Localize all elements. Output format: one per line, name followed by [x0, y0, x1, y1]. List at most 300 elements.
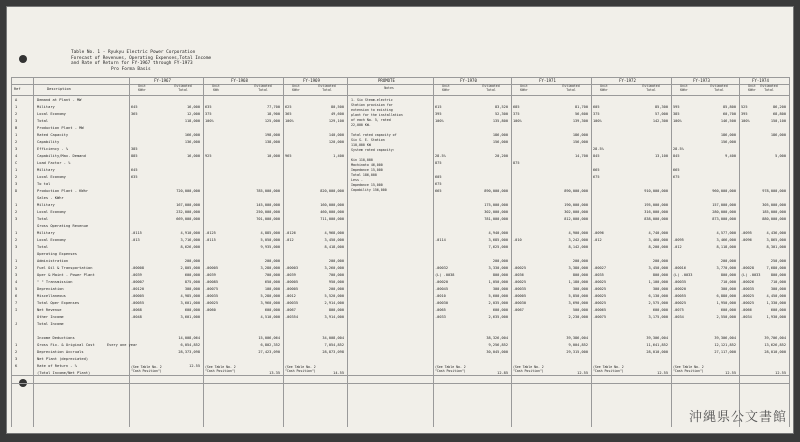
total-value: 710,000	[720, 280, 736, 284]
total-value: 60,700	[723, 112, 736, 116]
row-ref: 2	[15, 112, 18, 116]
unit-value: .0033	[435, 315, 446, 319]
note-line: of each No. 5, rated	[351, 118, 391, 122]
unit-value: .00005	[131, 294, 144, 298]
unit-value: .0066	[741, 308, 752, 312]
row-description: Fuel Oil & Transportation	[37, 266, 93, 270]
unit-value: 28.5%	[593, 147, 604, 151]
unit-value: .00025	[741, 294, 754, 298]
total-value: 39,306,004	[646, 336, 668, 340]
total-value: 5,280,000	[260, 294, 280, 298]
total-value: 138,000	[264, 140, 280, 144]
total-value: 2,550,000	[716, 315, 736, 319]
unit-value: .0115	[131, 231, 142, 235]
total-value: 13.35	[269, 371, 280, 375]
unit-value: .00035	[205, 294, 218, 298]
row-ref: 4	[15, 154, 18, 158]
total-value: 139,300	[572, 119, 588, 123]
total-value: 3,242,000	[568, 238, 588, 242]
unit-value: 100%	[673, 119, 682, 123]
total-value: 5,050,000	[260, 238, 280, 242]
column-sub-label: Unit KWhr	[292, 84, 300, 92]
row-ref: 7	[15, 301, 18, 305]
total-value: 29,315,000	[566, 350, 588, 354]
see-table-note: (See Table No. 2 "Cash Position")	[513, 365, 544, 373]
unit-value: .00065	[593, 308, 606, 312]
unit-value: 375	[593, 112, 600, 116]
total-value: 5,000	[775, 154, 786, 158]
total-value: 4,940,000	[488, 231, 508, 235]
column-year-label: FY-1968	[231, 78, 248, 83]
total-value: 200,000	[184, 259, 200, 263]
unit-value: .0034	[673, 315, 684, 319]
unit-value: 100%	[741, 119, 750, 123]
total-value: 3,466,000	[716, 238, 736, 242]
total-value: 2,805,000	[180, 266, 200, 270]
total-value: 600,000	[184, 273, 200, 277]
row-description: Military	[37, 168, 55, 172]
total-value: 4,740,000	[648, 231, 668, 235]
row-description: Sales - KWhr	[37, 196, 64, 200]
ref-header: Ref	[14, 87, 21, 91]
total-value: 18,900	[267, 112, 280, 116]
total-value: 6,802,352	[260, 343, 280, 347]
unit-value: .00035	[285, 301, 298, 305]
row-ref: 2	[15, 266, 18, 270]
row-ref: 1	[15, 133, 18, 137]
total-value: 3,450,000	[324, 238, 344, 242]
row-ref: 1	[15, 343, 18, 347]
total-value: 85,300	[655, 105, 668, 109]
total-value: 150,100	[770, 119, 786, 123]
total-value: 3,960,000	[260, 301, 280, 305]
unit-value: 875	[513, 161, 520, 165]
unit-value: .00003	[285, 266, 298, 270]
total-value: 83,520	[495, 105, 508, 109]
total-value: 1,100,000	[648, 280, 668, 284]
row-description: To tal	[37, 182, 51, 186]
unit-value: 525	[741, 105, 748, 109]
total-value: 7,054,852	[324, 343, 344, 347]
unit-value: 645	[131, 105, 138, 109]
total-value: 200,000	[572, 259, 588, 263]
total-value: 200,000	[720, 259, 736, 263]
total-value: 1,180,000	[568, 280, 588, 284]
total-value: 28,873,098	[322, 350, 344, 354]
row-description: Depreciation	[37, 287, 64, 291]
total-value: 1,400	[333, 154, 344, 158]
note-line: Less -	[351, 178, 363, 182]
total-value: 669,000,000	[176, 217, 200, 221]
total-value: 300,000	[720, 287, 736, 291]
unit-value: 385	[131, 147, 138, 151]
unit-value: .0125	[205, 231, 216, 235]
row-description: Gross Operating Revenue	[37, 224, 89, 228]
unit-value: .00007	[131, 280, 144, 284]
unit-value: 365	[285, 112, 292, 116]
row-ref: 2	[15, 210, 18, 214]
unit-value: 28.5%	[435, 154, 446, 158]
total-value: 600,000	[770, 308, 786, 312]
total-value: 12.55	[775, 371, 786, 375]
total-value: 8,200,000	[648, 245, 668, 249]
total-value: 4,985,000	[180, 294, 200, 298]
total-value: 650,000	[264, 280, 280, 284]
total-value: 120,000	[328, 140, 344, 144]
unit-value: .012	[285, 238, 294, 242]
row-description: Total	[37, 217, 49, 221]
total-value: 820,000,000	[320, 189, 344, 193]
total-value: 9,400	[725, 154, 736, 158]
unit-value: 375	[513, 112, 520, 116]
row-description: Capability/Max. Demand	[37, 154, 86, 158]
unit-value: 635	[131, 175, 138, 179]
total-value: 3,685,000	[488, 238, 508, 242]
total-value: 12,000	[187, 112, 200, 116]
total-value: 1,950,000	[716, 301, 736, 305]
total-value: 812,000,000	[564, 217, 588, 221]
row-description: Other Income	[37, 315, 64, 319]
total-value: 185,000,000	[762, 210, 786, 214]
total-value: 80,500	[331, 105, 344, 109]
total-value: 125,000	[264, 119, 280, 123]
total-value: 800,000	[328, 308, 344, 312]
unit-value: .0065	[435, 308, 446, 312]
row-ref: 3	[15, 357, 18, 361]
column-rule	[789, 77, 790, 427]
column-sub-label: Unit KWhr	[748, 84, 756, 92]
total-value: 27,117,000	[714, 350, 736, 354]
total-value: 305,000,000	[762, 203, 786, 207]
total-value: 200,000	[652, 259, 668, 263]
total-value: 85,800	[723, 105, 736, 109]
unit-value: .00026	[741, 280, 754, 284]
row-description: Administration	[37, 259, 69, 263]
total-value: 280,000,000	[712, 210, 736, 214]
column-sub-label: Unit KWh	[212, 84, 220, 92]
note-line: System rated capacity:	[351, 148, 395, 152]
unit-value: .00030	[513, 301, 526, 305]
total-value: 701,000,000	[256, 217, 280, 221]
total-value: 600,000	[492, 308, 508, 312]
total-value: 27,423,090	[258, 350, 280, 354]
unit-value: .0039	[205, 273, 216, 277]
unit-value: 675	[593, 175, 600, 179]
total-value: 4,885,000	[260, 231, 280, 235]
total-value: 175,000,000	[484, 203, 508, 207]
total-value: 700,000	[328, 273, 344, 277]
column-sub-label: Unit KWhr	[600, 84, 608, 92]
row-ref: 3	[15, 245, 18, 249]
unit-value: 645	[131, 168, 138, 172]
unit-value: .00354	[285, 315, 298, 319]
see-table-note: (See Table No. 2 "Cash Position")	[435, 365, 466, 373]
unit-value: 625	[285, 105, 292, 109]
total-value: 3,770,000	[716, 266, 736, 270]
total-value: 600,000	[264, 308, 280, 312]
total-value: 39,706,004	[764, 336, 786, 340]
total-value: 186,000	[572, 133, 588, 137]
total-value: 710,000	[770, 280, 786, 284]
row-description: Depreciation Accruals	[37, 350, 84, 354]
total-value: 6,054,852	[180, 343, 200, 347]
unit-value: .00030	[435, 301, 448, 305]
row-description: Rate of Return - %	[37, 364, 77, 368]
unit-value: 365	[131, 112, 138, 116]
total-value: 300,000	[492, 287, 508, 291]
total-value: 785,000,000	[256, 189, 280, 193]
note-line: Machinato 46,000	[351, 163, 383, 167]
unit-value: 605	[435, 175, 442, 179]
note-line: Total 186,000	[351, 173, 377, 177]
total-value: 7,625,000	[488, 245, 508, 249]
unit-value: .00027	[593, 266, 606, 270]
row-ref: 2	[15, 238, 18, 242]
unit-value: .0067	[285, 308, 296, 312]
row-description: Operating Expenses	[37, 252, 77, 256]
total-value: 16,000	[187, 105, 200, 109]
total-value: 11,641,852	[646, 343, 668, 347]
total-value: 12,121,852	[714, 343, 736, 347]
total-value: 4,900,000	[568, 231, 588, 235]
total-value: 4,910,000	[180, 231, 200, 235]
unit-value: .00005	[205, 266, 218, 270]
unit-value: .00028	[741, 266, 754, 270]
unit-value: 665	[435, 189, 442, 193]
column-sub-label: Unit KWhr	[680, 84, 688, 92]
row-description: Military	[37, 105, 55, 109]
total-value: 20,200	[495, 154, 508, 158]
total-value: 250,000	[770, 259, 786, 263]
row-description: Gross Fix. & Original Cost	[37, 343, 95, 347]
unit-value: 100%	[593, 119, 602, 123]
unit-value: .010	[513, 238, 522, 242]
unit-value: .0048	[131, 315, 142, 319]
total-value: 300,000	[184, 287, 200, 291]
unit-value: 885	[131, 154, 138, 158]
unit-value: .0126	[285, 231, 296, 235]
column-sub-label: Estimated Total	[642, 84, 660, 92]
row-rule	[11, 375, 789, 376]
total-value: 875,000	[184, 280, 200, 284]
column-sub-label: Estimated Total	[318, 84, 336, 92]
total-value: 2,230,000	[568, 315, 588, 319]
total-value: 16,000	[187, 154, 200, 158]
row-description: Local Economy	[37, 175, 66, 179]
total-value: 200,000	[492, 259, 508, 263]
total-value: 302,000,000	[564, 210, 588, 214]
every-one-year-note: Every one year	[107, 343, 138, 347]
unit-value: .00025	[593, 301, 606, 305]
column-year-label: FY-1967	[154, 78, 171, 83]
total-value: 28,010,000	[764, 350, 786, 354]
unit-value: .00035	[513, 287, 526, 291]
total-value: 711,000,000	[320, 217, 344, 221]
total-value: 460,000,000	[320, 210, 344, 214]
unit-value: 845	[673, 154, 680, 158]
row-ref: 6	[15, 294, 18, 298]
row-rule	[11, 84, 789, 85]
total-value: 1,930,000	[766, 315, 786, 319]
total-value: 200,000	[328, 259, 344, 263]
total-value: 800,000	[572, 273, 588, 277]
header-line: Table No. 1 - Ryukyu Electric Power Corporation	[71, 50, 196, 55]
unit-value: 100%	[513, 119, 522, 123]
unit-value: .0096	[593, 231, 604, 235]
total-value: 14,008,064	[178, 336, 200, 340]
unit-value: .0012	[285, 294, 296, 298]
unit-value: .012	[673, 245, 682, 249]
row-description: Load Factor - %	[37, 161, 71, 165]
total-value: 910,000,000	[644, 189, 668, 193]
total-value: 3,914,000	[324, 315, 344, 319]
total-value: 68,800	[773, 112, 786, 116]
unit-value: .0034	[741, 315, 752, 319]
unit-value: .0039	[131, 273, 142, 277]
document-page	[6, 6, 794, 434]
total-value: 14,700	[575, 154, 588, 158]
row-description: Miscellaneous	[37, 294, 66, 298]
total-value: 250,000,000	[256, 210, 280, 214]
unit-value: 875	[435, 161, 442, 165]
note-line: 1. Six Steam-electric	[351, 98, 393, 102]
total-value: 15,006,064	[258, 336, 280, 340]
total-value: 186,000	[720, 133, 736, 137]
unit-value: .0068	[131, 308, 142, 312]
total-value: 1,330,000	[766, 301, 786, 305]
row-description: Income Deductions	[37, 336, 75, 340]
header-line: Forecast of Revenues, Operating Expenses,Total Income	[71, 55, 212, 61]
total-value: 800,000	[492, 273, 508, 277]
total-value: 190,000,000	[564, 203, 588, 207]
unit-value: 395	[435, 112, 442, 116]
unit-value: .00025	[205, 301, 218, 305]
total-value: 8,142,000	[568, 245, 588, 249]
punch-hole	[19, 55, 27, 63]
total-value: 156,000	[572, 140, 588, 144]
total-value: 3,865,000	[766, 238, 786, 242]
total-value: 2,575,000	[648, 301, 668, 305]
row-description: Total	[37, 119, 49, 123]
row-ref: 3	[15, 273, 18, 277]
total-value: 600,000	[652, 308, 668, 312]
total-value: 800,000	[652, 273, 668, 277]
row-description: Total	[37, 245, 49, 249]
unit-value: .00005	[513, 294, 526, 298]
unit-value: .0075	[673, 308, 684, 312]
unit-value: .00032	[435, 266, 448, 270]
total-value: 200,000	[264, 259, 280, 263]
column-year-label: FY-1970	[460, 78, 477, 83]
total-value: 3,280,000	[260, 266, 280, 270]
total-value: 3,380,000	[568, 266, 588, 270]
total-value: 136,000	[184, 140, 200, 144]
total-value: 77,700	[267, 105, 280, 109]
row-ref: 3	[15, 119, 18, 123]
total-value: 28,373,098	[178, 350, 200, 354]
total-value: 9,256,852	[488, 343, 508, 347]
unit-value: .00035	[741, 287, 754, 291]
total-value: 880,000,000	[762, 217, 786, 221]
column-sub-label: Estimated Total	[254, 84, 272, 92]
total-value: 39,306,004	[714, 336, 736, 340]
total-value: 8,118,000	[716, 245, 736, 249]
see-table-note: (See Table No. 2 "Cash Position")	[205, 365, 236, 373]
unit-value: .00025	[513, 280, 526, 284]
total-value: 12.55	[725, 371, 736, 375]
total-value: 300,000	[770, 287, 786, 291]
unit-value: (L) .0038	[435, 273, 455, 277]
row-ref: D	[15, 189, 18, 193]
row-description: Rated Capacity	[37, 133, 69, 137]
unit-value: .00025	[593, 287, 606, 291]
row-description: Net Plant (depreciated)	[37, 357, 89, 361]
total-value: 873,000,000	[712, 217, 736, 221]
column-sub-label: Estimated Total	[174, 84, 192, 92]
unit-value: 385	[673, 112, 680, 116]
total-value: 316,000,000	[644, 210, 668, 214]
total-value: 10,000	[267, 154, 280, 158]
total-value: 232,000,000	[176, 210, 200, 214]
unit-value: .00016	[673, 266, 686, 270]
total-value: 300,000	[652, 287, 668, 291]
unit-value: .00075	[593, 315, 606, 319]
total-value: 3,175,000	[648, 315, 668, 319]
total-value: 3,601,000	[180, 315, 200, 319]
total-value: 8,301,000	[766, 245, 786, 249]
header-line: and Rate of Return for FY-1967 through FY-1973	[71, 61, 193, 67]
total-value: 56,600	[575, 112, 588, 116]
row-ref: C	[15, 161, 18, 165]
row-description: " " Transmission	[37, 280, 73, 284]
unit-value: 675	[435, 182, 442, 186]
column-sub-label: Unit KWhr	[520, 84, 528, 92]
total-value: 118,000	[184, 119, 200, 123]
row-ref: 1	[15, 105, 18, 109]
total-value: 3,450,000	[648, 266, 668, 270]
total-value: 160,000,000	[320, 203, 344, 207]
unit-value: .0036	[513, 273, 524, 277]
column-year-label: PROMOTE	[378, 78, 395, 83]
financial-table	[11, 77, 789, 427]
total-value: 302,000,000	[484, 210, 508, 214]
total-value: 4,968,000	[324, 231, 344, 235]
row-rule	[11, 77, 789, 78]
total-value: 700,000	[264, 273, 280, 277]
unit-value: 665	[673, 168, 680, 172]
total-value: 12.55	[577, 371, 588, 375]
total-value: 49,600	[331, 112, 344, 116]
unit-value: 595	[673, 105, 680, 109]
unit-value: .00025	[593, 294, 606, 298]
total-value: 167,000,000	[176, 203, 200, 207]
row-ref: B	[15, 126, 18, 130]
unit-value: 395	[741, 112, 748, 116]
total-value: 8,626,000	[180, 245, 200, 249]
unit-value: .013	[131, 238, 140, 242]
total-value: 30,045,000	[486, 350, 508, 354]
unit-value: 100%	[435, 119, 444, 123]
row-description: Net Revenue	[37, 308, 62, 312]
total-value: 800,000	[770, 273, 786, 277]
total-value: 140,000	[328, 133, 344, 137]
total-value: 13,626,852	[764, 343, 786, 347]
row-description: Military	[37, 231, 55, 235]
total-value: 4,510,000	[260, 315, 280, 319]
unit-value: 100%	[285, 119, 294, 123]
total-value: 4,436,000	[766, 231, 786, 235]
unit-value: (L) .0033	[741, 273, 761, 277]
